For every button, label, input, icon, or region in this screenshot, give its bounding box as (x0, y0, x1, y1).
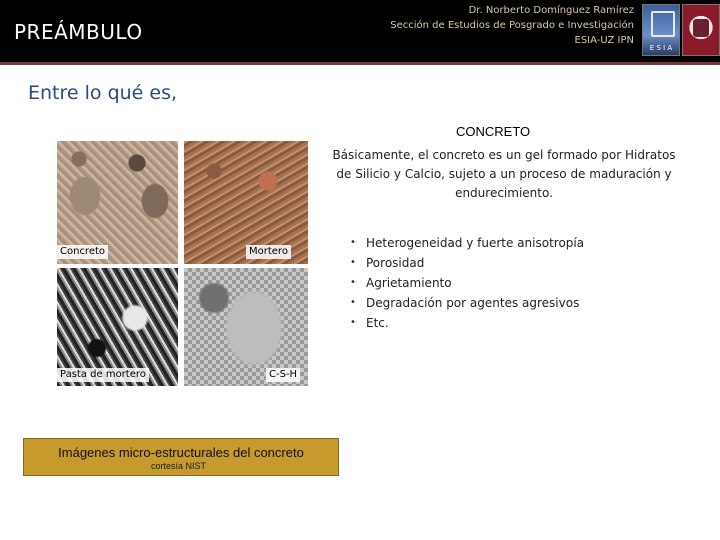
concreto-label: Concreto (57, 245, 108, 259)
csh-image (184, 268, 308, 386)
list-item: • Degradación por agentes agresivos (346, 293, 584, 313)
csh-label: C-S-H (266, 368, 300, 382)
image-credit: cortesía NIST (151, 461, 207, 471)
page-title: PREÁMBULO (14, 20, 143, 44)
list-item: • Heterogeneidad y fuerte anisotropía (346, 233, 584, 253)
mortero-image (184, 141, 308, 264)
concreto-image (57, 141, 178, 264)
mortero-label: Mortero (246, 245, 291, 259)
header-bar (0, 0, 720, 62)
ipn-emblem-icon (651, 11, 675, 37)
credit-line-section: Sección de Estudios de Posgrado e Investigación (390, 20, 634, 31)
credit-line-school: ESIA-UZ IPN (574, 35, 634, 46)
list-item: • Etc. (346, 313, 584, 333)
ipn-logo-label: E S I A (649, 44, 673, 52)
concrete-definition: Básicamente, el concreto es un gel formado por Hidratos de Silicio y Calcio, sujeto a un proceso de maduración y endurecimiento. (332, 148, 676, 200)
properties-list (346, 233, 584, 333)
author-credit (390, 3, 634, 48)
ipn-logo (642, 4, 680, 56)
credit-line-author: Dr. Norberto Domínguez Ramírez (468, 5, 634, 16)
pasta-label: Pasta de mortero (57, 368, 149, 382)
pasta-image (57, 268, 178, 386)
concrete-title: CONCRETO (456, 124, 531, 139)
esia-emblem-icon (693, 19, 709, 37)
list-item: • Porosidad (346, 253, 584, 273)
section-heading: Entre lo qué es, (28, 82, 178, 104)
esia-logo (682, 4, 720, 56)
image-caption-box (23, 438, 339, 476)
list-item: • Agrietamiento (346, 273, 584, 293)
image-caption: Imágenes micro-estructurales del concreto (58, 445, 304, 460)
